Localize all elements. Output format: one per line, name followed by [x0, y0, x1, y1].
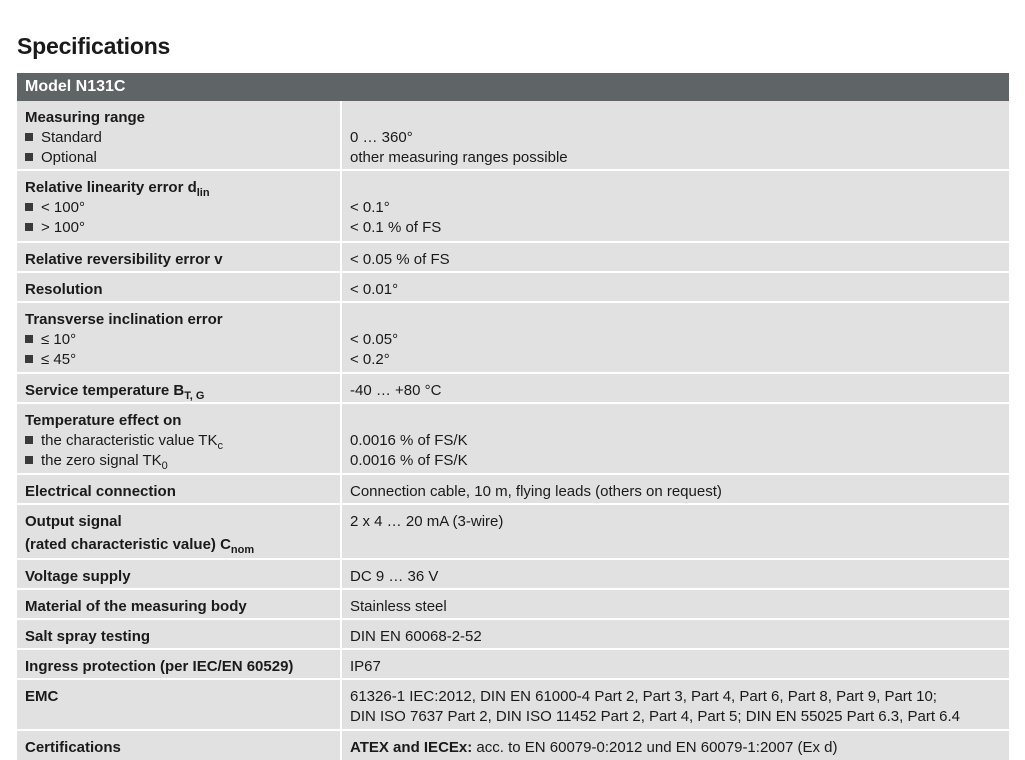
spec-label: Certifications: [25, 739, 121, 756]
spec-value: acc. to EN 60079-0:2012 und EN 60079-1:2007 (Ex d): [472, 739, 838, 756]
bullet-square-icon: [25, 133, 33, 141]
spec-value: other measuring ranges possible: [350, 149, 568, 166]
spec-label: Service temperature B: [25, 382, 185, 399]
table-header: Model N131C: [17, 73, 1009, 101]
spec-sub-label: Optional: [41, 149, 97, 166]
spec-value: < 0.2°: [350, 351, 390, 368]
spec-row-measuring-range: [17, 101, 1009, 171]
spec-label: Relative linearity error d: [25, 179, 197, 196]
spec-value: DIN EN 60068-2-52: [350, 628, 482, 645]
spec-label: Temperature effect on: [25, 412, 182, 429]
spec-label: Measuring range: [25, 109, 146, 126]
spec-label-subscript: nom: [230, 544, 255, 556]
spec-row-voltage-supply: [17, 560, 1009, 590]
spec-sub-label: ≤ 10°: [41, 331, 77, 348]
spec-label-subscript: lin: [196, 187, 210, 199]
spec-value: DC 9 … 36 V: [350, 568, 439, 585]
spec-value: 0.0016 % of FS/K: [350, 432, 468, 449]
spec-row-linearity-error: [17, 171, 1009, 243]
spec-row-electrical-connection: [17, 475, 1009, 505]
spec-row-material: [17, 590, 1009, 620]
spec-row-ingress-protection: [17, 650, 1009, 680]
spec-row-transverse-error: [17, 303, 1009, 374]
spec-sub-label: ≤ 45°: [41, 351, 77, 368]
spec-row-reversibility-error: [17, 243, 1009, 273]
spec-value: IP67: [350, 658, 381, 675]
spec-sub-label: > 100°: [41, 219, 85, 236]
bullet-square-icon: [25, 223, 33, 231]
spec-row-resolution: [17, 273, 1009, 303]
bullet-square-icon: [25, 436, 33, 444]
spec-sub-label: the characteristic value TK: [41, 432, 218, 449]
spec-label: Ingress protection (per IEC/EN 60529): [25, 658, 294, 675]
page-title: Specifications: [17, 33, 171, 59]
bullet-square-icon: [25, 335, 33, 343]
spec-value: < 0.05°: [350, 331, 399, 348]
spec-label: Resolution: [25, 281, 103, 298]
spec-value-continued: DIN ISO 7637 Part 2, DIN ISO 11452 Part 2, Part 4, Part 5; DIN EN 55025 Part 6.3, Part 6.4: [350, 708, 961, 725]
spec-row-emc: [17, 680, 1009, 731]
spec-value: 0 … 360°: [350, 129, 413, 146]
spec-value: < 0.1 % of FS: [350, 219, 442, 236]
spec-value: Stainless steel: [350, 598, 447, 615]
spec-label-continued: (rated characteristic value) C: [25, 536, 231, 553]
spec-label: Transverse inclination error: [25, 311, 223, 328]
spec-label: Voltage supply: [25, 568, 131, 585]
spec-row-output-signal: [17, 505, 1009, 560]
bullet-square-icon: [25, 456, 33, 464]
spec-label: Output signal: [25, 513, 122, 530]
spec-row-temperature-effect: [17, 404, 1009, 475]
spec-row-certifications: [17, 731, 1009, 760]
spec-label: Relative reversibility error v: [25, 251, 223, 268]
spec-value-bold: ATEX and IECEx:: [350, 739, 473, 756]
spec-value: 0.0016 % of FS/K: [350, 452, 468, 469]
spec-value: -40 … +80 °C: [350, 382, 442, 399]
spec-sub-label: the zero signal TK: [41, 452, 162, 469]
specifications-table: [17, 73, 1009, 760]
spec-sub-label: Standard: [41, 129, 102, 146]
spec-row-service-temperature: [17, 374, 1009, 404]
spec-value: < 0.1°: [350, 199, 390, 216]
spec-label: Salt spray testing: [25, 628, 151, 645]
spec-sub-label-subscript: c: [217, 440, 223, 452]
spec-row-salt-spray: [17, 620, 1009, 650]
spec-value: Connection cable, 10 m, flying leads (others on request): [350, 483, 722, 500]
bullet-square-icon: [25, 153, 33, 161]
spec-sub-label: < 100°: [41, 199, 85, 216]
spec-label-subscript: T, G: [184, 390, 205, 402]
spec-label: EMC: [25, 688, 59, 705]
spec-sub-label-subscript: 0: [161, 460, 168, 472]
spec-value: 2 x 4 … 20 mA (3-wire): [350, 513, 504, 530]
bullet-square-icon: [25, 355, 33, 363]
spec-label: Material of the measuring body: [25, 598, 247, 615]
spec-value: 61326-1 IEC:2012, DIN EN 61000-4 Part 2, Part 3, Part 4, Part 6, Part 8, Part 9, Part 10;: [350, 688, 937, 705]
spec-value: < 0.01°: [350, 281, 399, 298]
spec-value: < 0.05 % of FS: [350, 251, 450, 268]
bullet-square-icon: [25, 203, 33, 211]
spec-label: Electrical connection: [25, 483, 176, 500]
